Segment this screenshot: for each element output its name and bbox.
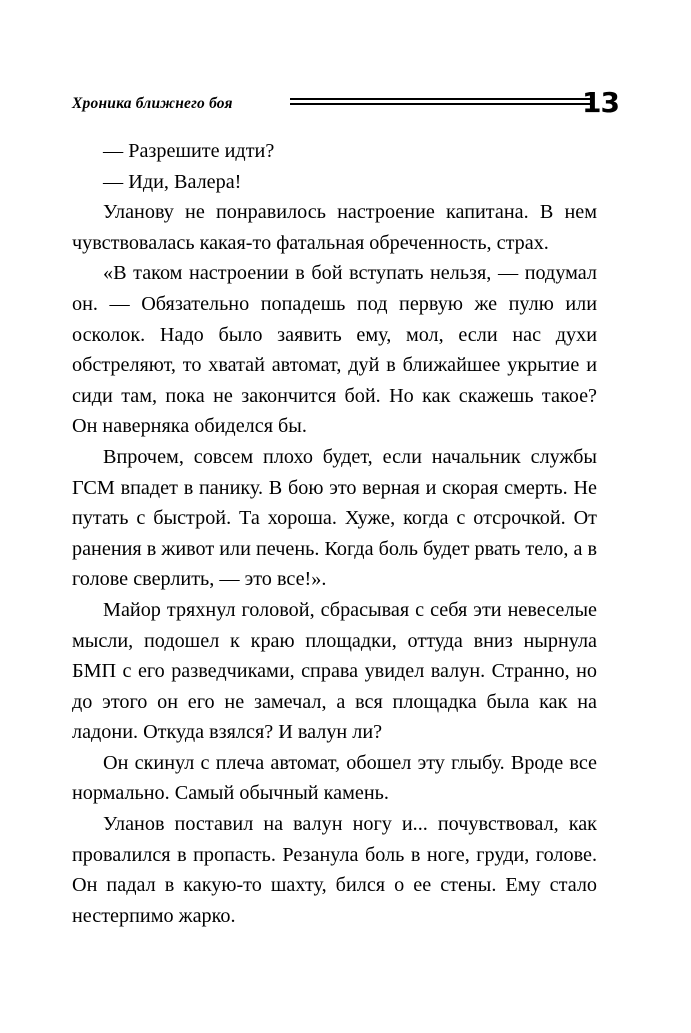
paragraph: — Иди, Валера! [103,170,242,193]
header-rule-thick [290,98,594,100]
paragraph: Майор тряхнул головой, сбрасывая с себя эти невеселые мысли, подошел к краю площадки, оттуда вниз нырнула БМП с его разведчиками, справа увидел валун. Странно, но до этого он его не замечал, а вся площадка была как на ладони. Откуда взялся? И валун ли? [72,598,597,744]
paragraph: Уланов поставил на валун ногу и... почувствовал, как провалился в пропасть. Резанула боль в ноге, груди, голове. Он падал в какую-то шахту, бился о ее стены. Ему стало нестерпимо жарко. [72,813,597,927]
header-rule-thin [290,103,594,105]
page-number: 13 [582,86,619,119]
paragraph: Впрочем, совсем плохо будет, если начальник службы ГСМ впадет в панику. В бою это верная и скорая смерть. Не путать с быстрой. Та хороша. Хуже, когда с отсрочкой. От ранения в живот или печень. Когда боль будет рвать тело, а в голове сверлить, — это все!». [72,445,597,591]
paragraph: Уланову не понравилось настроение капитана. В нем чувствовалась какая-то фатальная обреченность, страх. [72,201,597,254]
paragraph: Он скинул с плеча автомат, обошел эту глыбу. Вроде все нормально. Самый обычный камень. [72,751,597,805]
paragraph: «В таком настроении в бой вступать нельзя, — подумал он. — Обязательно попадешь под первую же пулю или осколок. Надо было заявить ему, мол, если нас духи обстреляют, то хватай автомат, дуй в ближайшее укрытие и сиди там, пока не закончится бой. Но как скажешь такое? Он наверняка обиделся бы. [72,262,597,438]
header-rule [290,98,594,105]
page-header [72,88,619,128]
paragraph: — Разрешите идти? [103,140,275,162]
page-body [72,136,597,931]
running-title: Хроника ближнего боя [72,95,233,112]
